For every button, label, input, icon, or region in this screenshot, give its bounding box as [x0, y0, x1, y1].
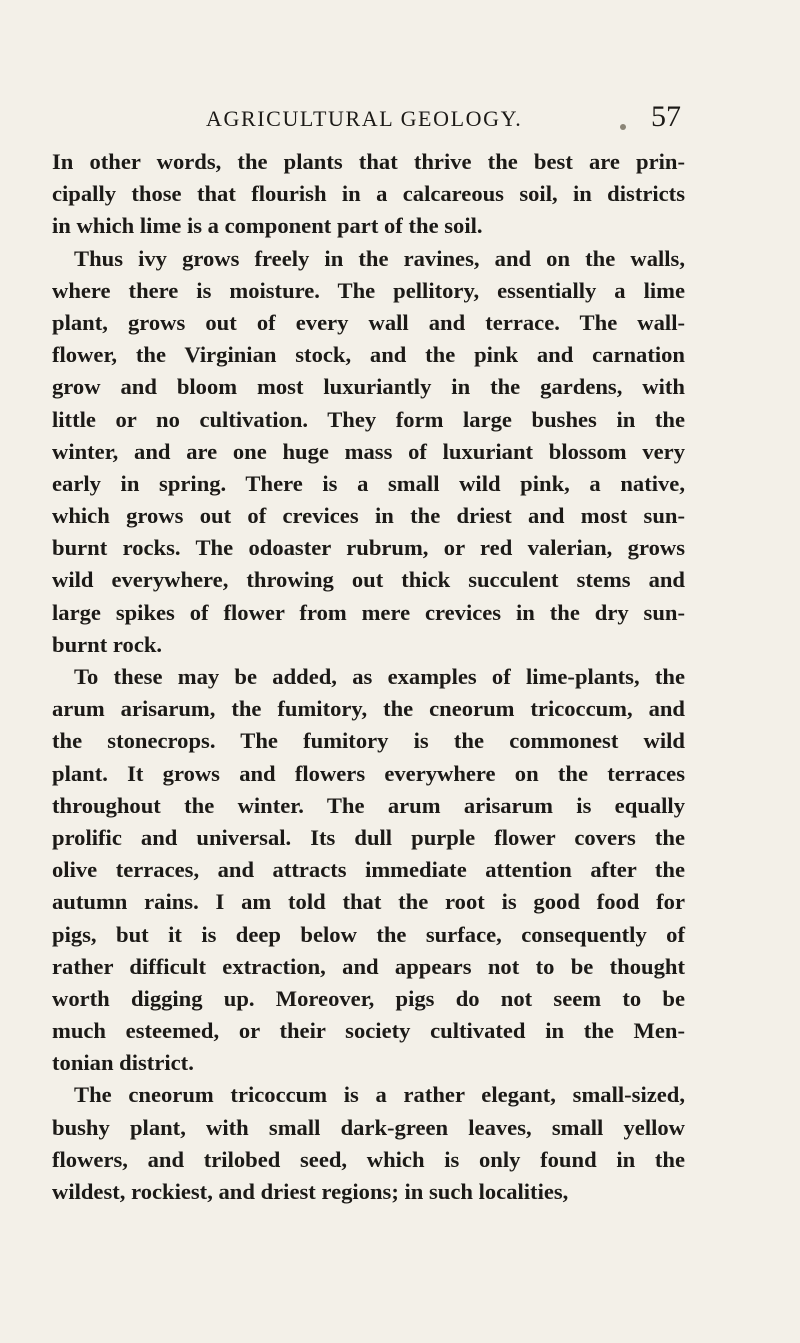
text-line: arum arisarum, the fumitory, the cneorum tricoccum, and: [52, 696, 685, 722]
text-line: bushy plant, with small dark-green leaves, small yellow: [52, 1114, 685, 1140]
text-line: burnt rock.: [52, 631, 163, 657]
text-line: large spikes of flower from mere crevices in the dry sun-: [52, 599, 685, 625]
text-line: The cneorum tricoccum is a rather elegant, small-sized,: [74, 1082, 685, 1108]
ink-dot-ornament: [620, 124, 626, 130]
text-line: little or no cultivation. They form large bushes in the: [52, 406, 685, 432]
text-line: plant. It grows and flowers everywhere on the terraces: [52, 760, 685, 786]
text-line: wild everywhere, throwing out thick succulent stems and: [52, 567, 685, 593]
text-line: In other words, the plants that thrive the best are prin-: [52, 149, 685, 174]
text-line: burnt rocks. The odoaster rubrum, or red valerian, grows: [52, 535, 685, 561]
text-line: flowers, and trilobed seed, which is only found in the: [52, 1146, 685, 1172]
text-line: the stonecrops. The fumitory is the commonest wild: [52, 728, 685, 754]
text-line: winter, and are one huge mass of luxuriant blossom very: [52, 438, 685, 464]
text-line: which grows out of crevices in the driest and most sun-: [52, 503, 685, 529]
text-line: tonian district.: [52, 1050, 194, 1076]
text-line: prolific and universal. Its dull purple flower covers the: [52, 824, 685, 850]
text-line: Thus ivy grows freely in the ravines, and on the walls,: [74, 245, 685, 271]
text-line: wildest, rockiest, and driest regions; in such localities,: [52, 1179, 569, 1204]
running-title: AGRICULTURAL GEOLOGY.: [206, 106, 523, 131]
text-line: much esteemed, or their society cultivated in the Men-: [52, 1018, 685, 1044]
running-head: [196, 100, 681, 140]
body-text: [52, 146, 685, 1208]
text-line: olive terraces, and attracts immediate attention after the: [52, 857, 685, 883]
text-line: throughout the winter. The arum arisarum is equally: [52, 792, 685, 818]
text-line: grow and bloom most luxuriantly in the gardens, with: [52, 374, 685, 400]
text-line: To these may be added, as examples of lime-plants, the: [74, 664, 685, 689]
text-line: autumn rains. I am told that the root is good food for: [52, 889, 685, 915]
text-line: in which lime is a component part of the soil.: [52, 213, 483, 239]
text-line: worth digging up. Moreover, pigs do not seem to be: [52, 985, 685, 1011]
text-line: flower, the Virginian stock, and the pink and carnation: [52, 342, 685, 368]
text-line: cipally those that flourish in a calcareous soil, in districts: [52, 181, 685, 207]
text-line: where there is moisture. The pellitory, essentially a lime: [52, 277, 685, 303]
text-line: rather difficult extraction, and appears not to be thought: [52, 953, 685, 979]
text-line: pigs, but it is deep below the surface, consequently of: [52, 921, 685, 947]
text-line: early in spring. There is a small wild pink, a native,: [52, 470, 685, 496]
page-number: 57: [651, 100, 681, 133]
text-line: plant, grows out of every wall and terrace. The wall-: [52, 309, 685, 335]
